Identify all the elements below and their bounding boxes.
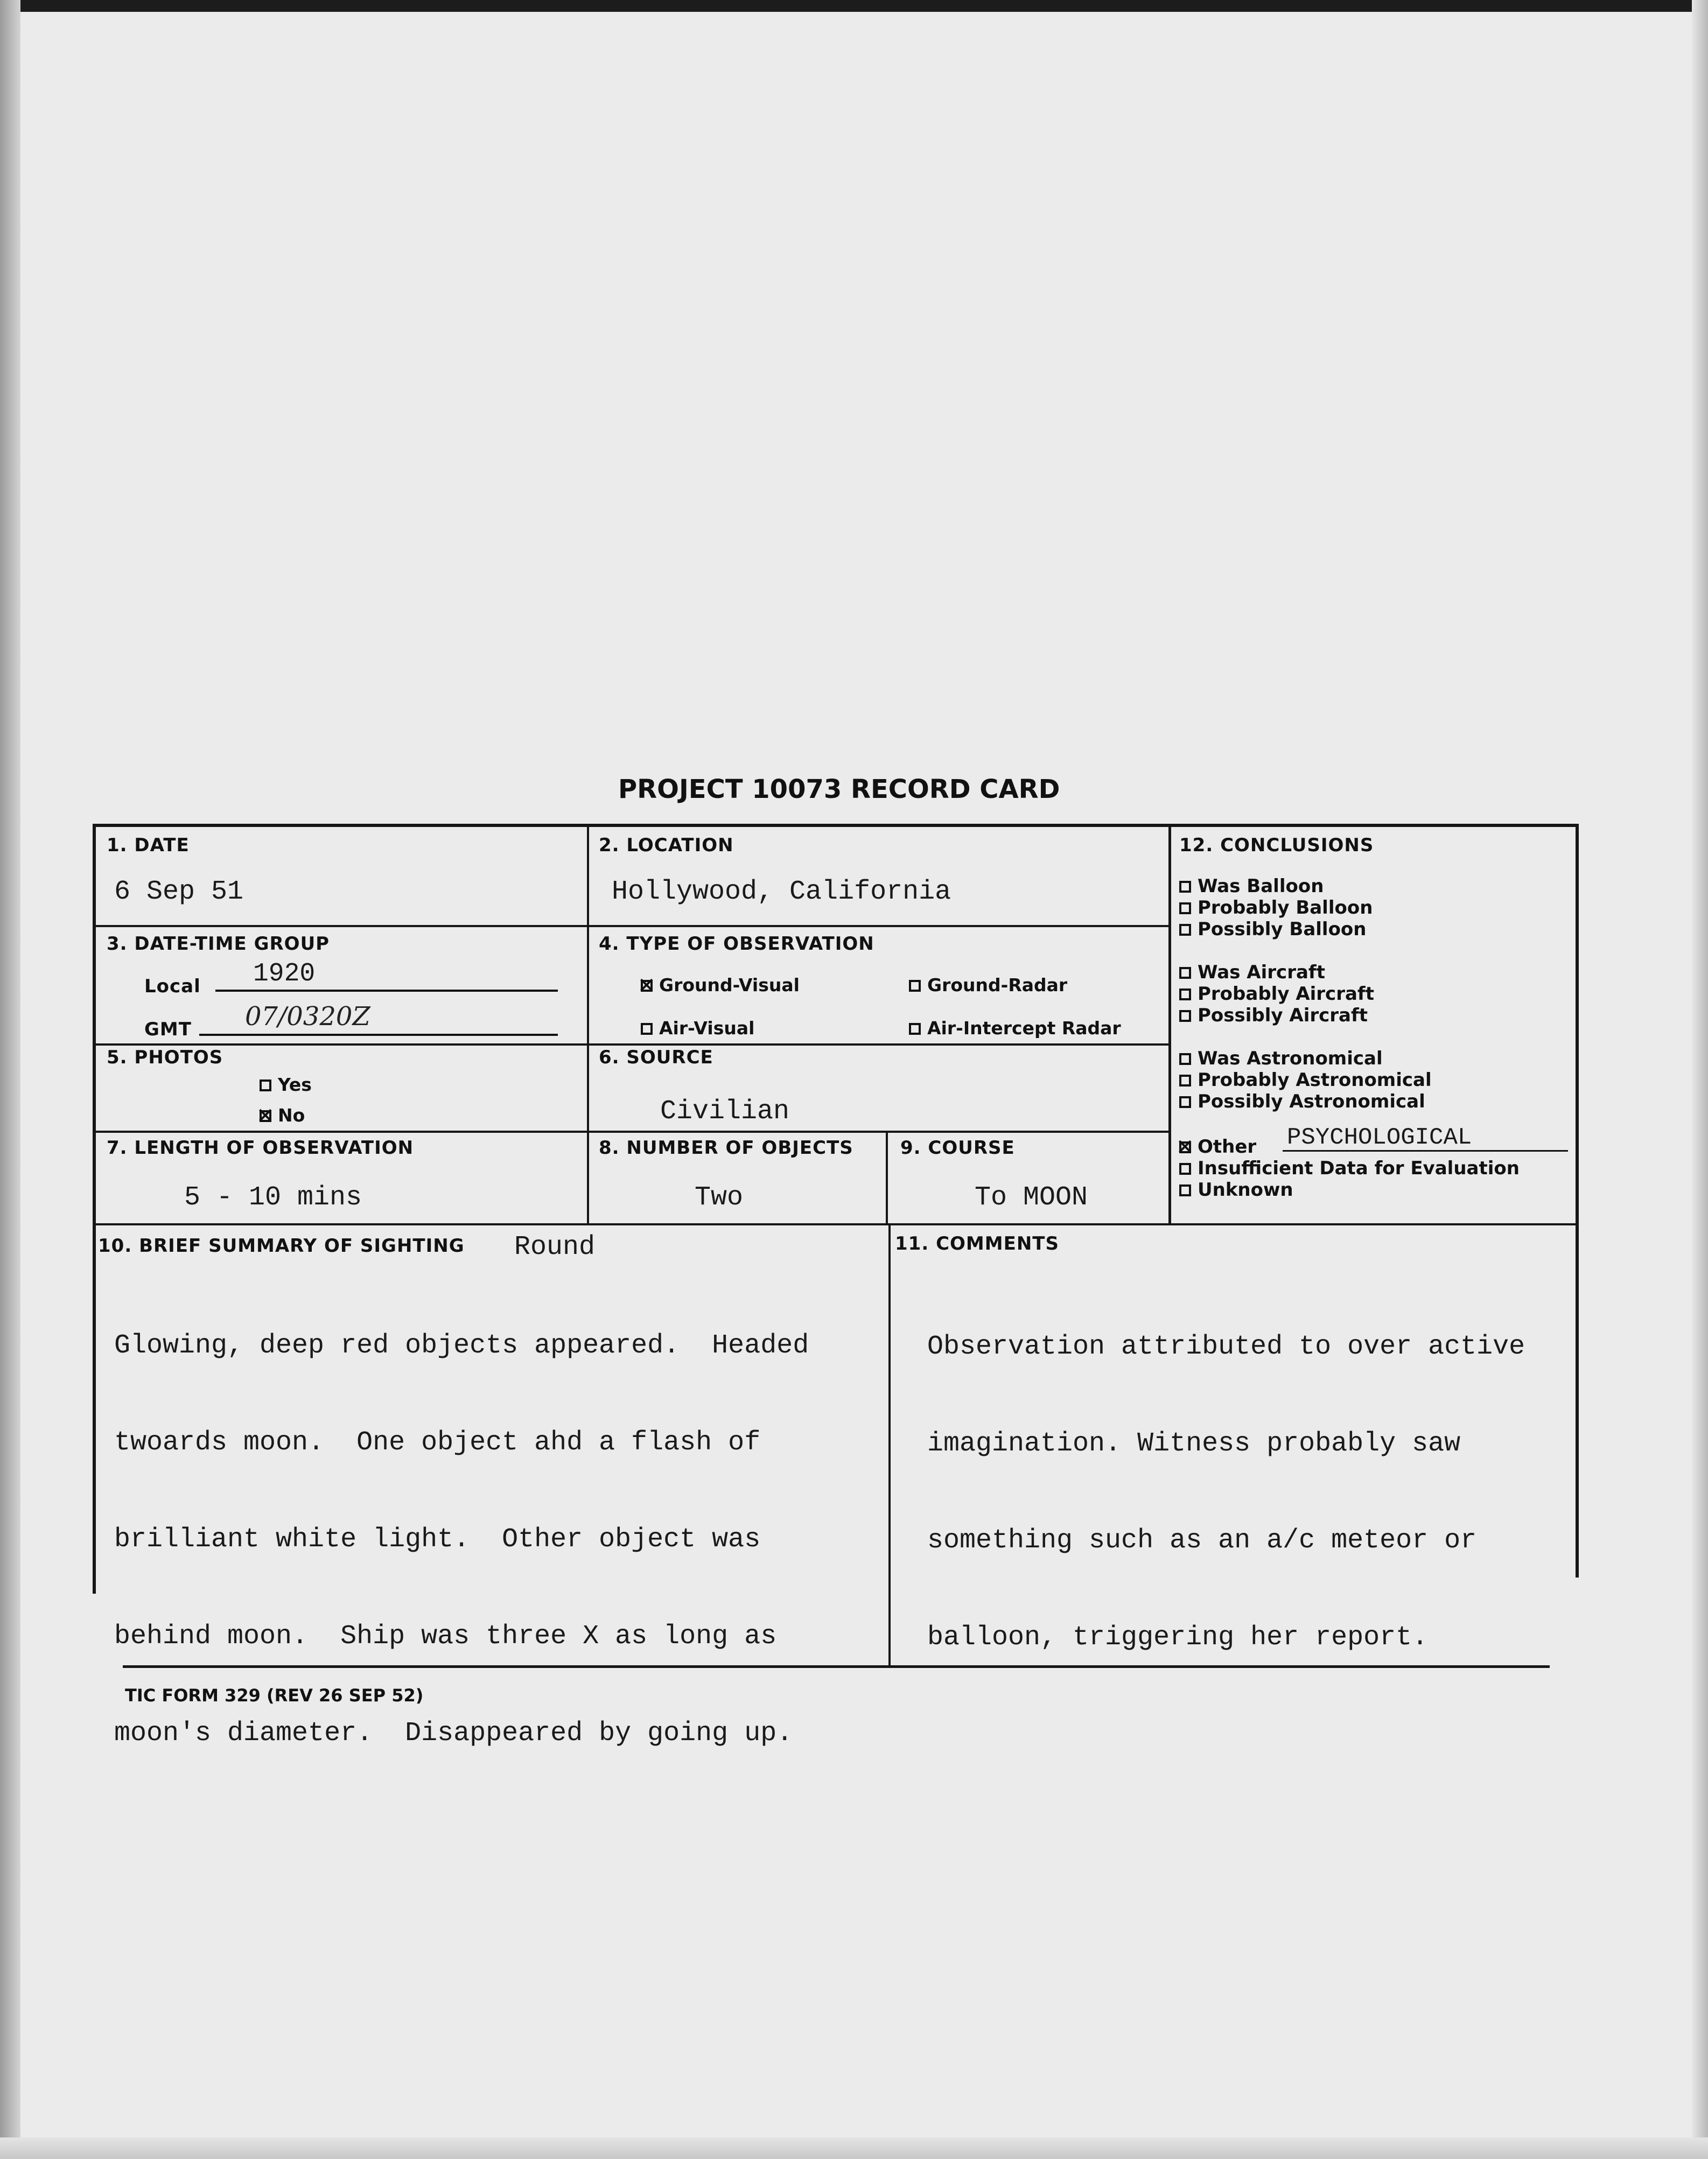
probably-aircraft-checkbox[interactable] xyxy=(1179,989,1191,1000)
unknown-checkbox[interactable] xyxy=(1179,1184,1191,1196)
scan-border-right xyxy=(1692,0,1708,2159)
gmt-line xyxy=(199,1034,558,1036)
scan-border-left xyxy=(0,0,20,2159)
summary-line: moon's diameter. Disappeared by going up. xyxy=(114,1718,793,1749)
comments-line: imagination. Witness probably saw xyxy=(927,1428,1461,1459)
comments-line: something such as an a/c meteor or xyxy=(927,1525,1477,1556)
length-observation-value: 5 - 10 mins xyxy=(184,1182,362,1213)
was-balloon-checkbox[interactable] xyxy=(1179,881,1191,893)
probably-balloon-checkbox[interactable] xyxy=(1179,902,1191,914)
local-time-label: Local xyxy=(144,976,201,997)
conclusion-probably-balloon[interactable]: Probably Balloon xyxy=(1179,897,1373,919)
card-left-border xyxy=(93,824,96,1594)
photos-option-yes[interactable]: Yes xyxy=(260,1074,312,1095)
summary-label: 10. BRIEF SUMMARY OF SIGHTING xyxy=(98,1235,465,1257)
card-title: PROJECT 10073 RECORD CARD xyxy=(618,774,1060,804)
obs-option-air-visual[interactable]: Air-Visual xyxy=(641,1018,754,1039)
number-objects-label: 8. NUMBER OF OBJECTS xyxy=(599,1137,853,1159)
conclusion-was-astronomical[interactable]: Was Astronomical xyxy=(1179,1048,1383,1069)
gmt-label: GMT xyxy=(144,1019,192,1040)
possibly-balloon-checkbox[interactable] xyxy=(1179,924,1191,936)
divider-v-date xyxy=(587,824,589,1225)
insufficient-data-checkbox[interactable] xyxy=(1179,1163,1191,1175)
probably-astronomical-checkbox[interactable] xyxy=(1179,1075,1191,1086)
ground-visual-checkbox-checked[interactable] xyxy=(641,980,653,992)
summary-line: brilliant white light. Other object was xyxy=(114,1524,761,1555)
summary-line: Glowing, deep red objects appeared. Headed xyxy=(114,1330,809,1361)
other-checkbox-checked[interactable] xyxy=(1179,1141,1191,1153)
local-time-line xyxy=(215,990,558,992)
comments-text xyxy=(927,1266,1525,1719)
divider-v-conclusions xyxy=(1168,824,1171,1225)
course-value: To MOON xyxy=(975,1182,1088,1213)
conclusion-probably-astronomical[interactable]: Probably Astronomical xyxy=(1179,1069,1432,1091)
location-label: 2. LOCATION xyxy=(599,835,734,856)
conclusion-was-aircraft[interactable]: Was Aircraft xyxy=(1179,962,1325,983)
other-value: PSYCHOLOGICAL xyxy=(1287,1124,1472,1151)
location-value: Hollywood, California xyxy=(612,877,951,907)
divider-h-4 xyxy=(93,1223,1579,1225)
gmt-value: 07/0320Z xyxy=(245,1001,370,1032)
divider-v-course xyxy=(886,1131,888,1225)
ground-radar-checkbox[interactable] xyxy=(909,980,921,992)
comments-line: balloon, triggering her report. xyxy=(927,1622,1429,1653)
was-aircraft-checkbox[interactable] xyxy=(1179,967,1191,979)
divider-h-1 xyxy=(93,925,1170,927)
conclusions-label: 12. CONCLUSIONS xyxy=(1179,835,1374,856)
summary-text xyxy=(114,1265,809,1814)
divider-h-3 xyxy=(93,1131,1170,1133)
conclusion-unknown[interactable]: Unknown xyxy=(1179,1179,1293,1201)
scan-border-top xyxy=(0,0,1708,12)
air-visual-checkbox[interactable] xyxy=(641,1023,653,1035)
source-label: 6. SOURCE xyxy=(599,1047,713,1068)
conclusion-possibly-balloon[interactable]: Possibly Balloon xyxy=(1179,919,1367,940)
photos-no-checkbox-checked[interactable] xyxy=(260,1110,271,1122)
datetime-group-label: 3. DATE-TIME GROUP xyxy=(107,933,330,955)
comments-label: 11. COMMENTS xyxy=(895,1233,1059,1254)
conclusion-possibly-aircraft[interactable]: Possibly Aircraft xyxy=(1179,1005,1368,1026)
obs-option-air-intercept-radar[interactable]: Air-Intercept Radar xyxy=(909,1018,1121,1039)
photos-yes-checkbox[interactable] xyxy=(260,1080,271,1091)
comments-line: Observation attributed to over active xyxy=(927,1331,1525,1362)
divider-v-summary xyxy=(888,1225,891,1666)
card-top-border xyxy=(93,824,1579,827)
was-astronomical-checkbox[interactable] xyxy=(1179,1053,1191,1065)
source-value: Civilian xyxy=(660,1096,790,1127)
photos-option-no[interactable]: ✕No xyxy=(260,1105,305,1126)
divider-h-2 xyxy=(93,1043,1170,1046)
summary-line: twoards moon. One object ahd a flash of xyxy=(114,1427,761,1458)
date-value: 6 Sep 51 xyxy=(114,877,244,907)
summary-lead: Round xyxy=(514,1232,596,1263)
obs-option-ground-radar[interactable]: Ground-Radar xyxy=(909,975,1067,996)
conclusion-possibly-astronomical[interactable]: Possibly Astronomical xyxy=(1179,1091,1425,1112)
type-observation-label: 4. TYPE OF OBSERVATION xyxy=(599,933,874,955)
air-intercept-radar-checkbox[interactable] xyxy=(909,1023,921,1035)
possibly-aircraft-checkbox[interactable] xyxy=(1179,1010,1191,1022)
conclusion-was-balloon[interactable]: Was Balloon xyxy=(1179,875,1324,897)
scan-border-bottom xyxy=(0,2137,1708,2159)
length-observation-label: 7. LENGTH OF OBSERVATION xyxy=(107,1137,414,1159)
conclusion-other[interactable]: ✕Other xyxy=(1179,1136,1256,1158)
card-right-border xyxy=(1576,824,1579,1578)
course-label: 9. COURSE xyxy=(900,1137,1015,1159)
obs-option-ground-visual[interactable]: ✕Ground-Visual xyxy=(641,975,800,996)
conclusion-insufficient-data[interactable]: Insufficient Data for Evaluation xyxy=(1179,1158,1520,1179)
form-number: TIC FORM 329 (REV 26 SEP 52) xyxy=(125,1685,424,1706)
conclusion-probably-aircraft[interactable]: Probably Aircraft xyxy=(1179,983,1374,1005)
possibly-astronomical-checkbox[interactable] xyxy=(1179,1096,1191,1108)
date-label: 1. DATE xyxy=(107,835,190,856)
number-objects-value: Two xyxy=(695,1182,744,1213)
photos-label: 5. PHOTOS xyxy=(107,1047,223,1068)
local-time-value: 1920 xyxy=(253,959,316,989)
summary-line: behind moon. Ship was three X as long as xyxy=(114,1621,777,1652)
